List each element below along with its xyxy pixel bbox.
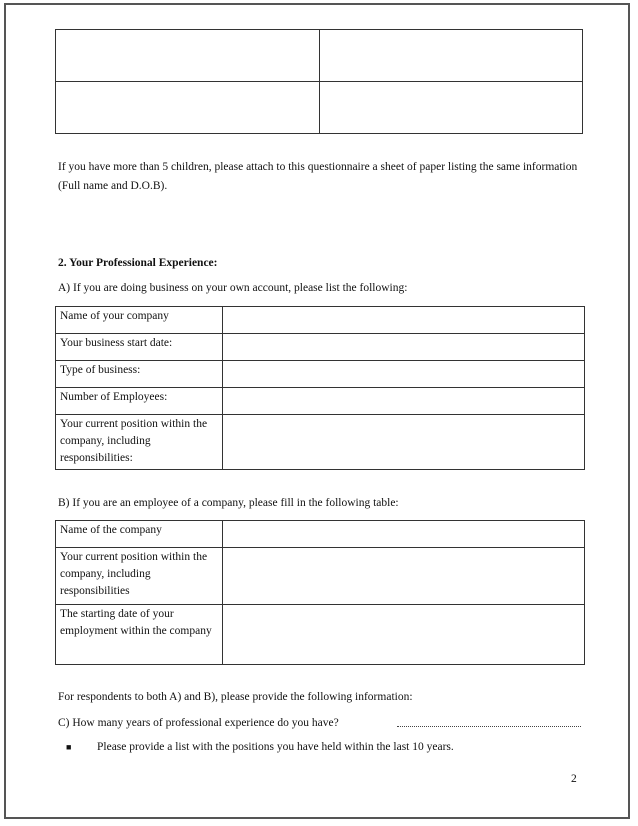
section-a-intro: A) If you are doing business on your own account, please list the following:: [58, 282, 408, 294]
table-cell[interactable]: [56, 30, 320, 82]
business-type-field[interactable]: [223, 361, 585, 388]
table-row: [56, 82, 583, 134]
business-start-date-field[interactable]: [223, 334, 585, 361]
position-responsibilities-field[interactable]: [223, 415, 585, 470]
page-number: 2: [571, 773, 577, 785]
row-label: Name of the company: [56, 521, 223, 548]
row-label: Your current position within the company, including responsibilities: [56, 548, 223, 605]
table-row: [56, 605, 585, 665]
section-heading: 2. Your Professional Experience:: [58, 257, 218, 269]
table-row: [56, 388, 585, 415]
years-experience-answer-line[interactable]: [397, 725, 581, 727]
table-row: [56, 334, 585, 361]
children-table-continued: [55, 29, 583, 134]
row-label: Number of Employees:: [56, 388, 223, 415]
table-row: [56, 361, 585, 388]
row-label: Type of business:: [56, 361, 223, 388]
table-row: [56, 415, 585, 470]
respondents-note: For respondents to both A) and B), please provide the following information:: [58, 691, 413, 703]
employee-position-field[interactable]: [223, 548, 585, 605]
employer-name-field[interactable]: [223, 521, 585, 548]
table-row: [56, 30, 583, 82]
children-note: If you have more than 5 children, please attach to this questionnaire a sheet of paper listing the same information (Full name and D.O.B).: [58, 161, 578, 192]
employee-table: [55, 520, 585, 665]
own-business-table: [55, 306, 585, 470]
table-row: [56, 548, 585, 605]
table-row: [56, 521, 585, 548]
table-cell[interactable]: [319, 82, 583, 134]
employment-start-date-field[interactable]: [223, 605, 585, 665]
table-cell[interactable]: [319, 30, 583, 82]
row-label: Name of your company: [56, 307, 223, 334]
table-cell[interactable]: [56, 82, 320, 134]
bullet-item: Please provide a list with the positions you have held within the last 10 years.: [97, 741, 454, 753]
section-b-intro: B) If you are an employee of a company, please fill in the following table:: [58, 497, 399, 509]
employee-count-field[interactable]: [223, 388, 585, 415]
company-name-field[interactable]: [223, 307, 585, 334]
row-label: Your business start date:: [56, 334, 223, 361]
row-label: The starting date of your employment within the company: [56, 605, 223, 665]
question-c: C) How many years of professional experience do you have?: [58, 717, 339, 729]
row-label: Your current position within the company, including responsibilities:: [56, 415, 223, 470]
table-row: [56, 307, 585, 334]
square-bullet-icon: ■: [66, 742, 72, 752]
